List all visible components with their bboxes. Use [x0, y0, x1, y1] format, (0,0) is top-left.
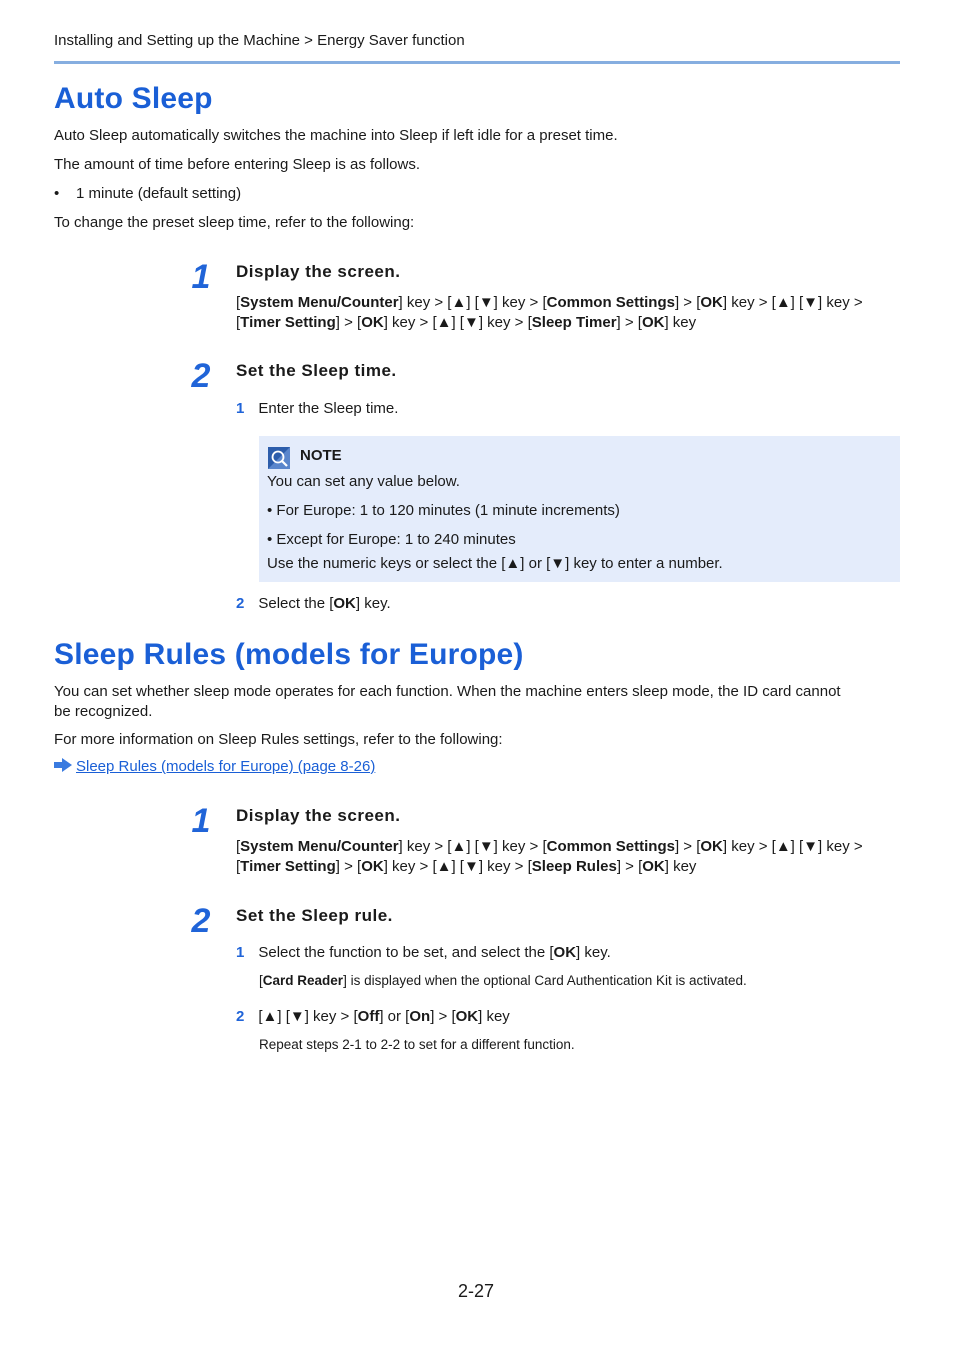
sub-step-number: 2 — [236, 1008, 245, 1025]
sub-step-number: 1 — [236, 400, 245, 417]
page-number: 2-27 — [458, 1281, 495, 1301]
note-bullet: • For Europe: 1 to 120 minutes (1 minute increments) — [267, 502, 620, 519]
step-number: 1 — [191, 258, 211, 296]
paragraph: You can set whether sleep mode operates for each function. When the machine enters sleep mode, the ID card cannot be recognized. — [54, 683, 841, 720]
sub-step-note: Repeat steps 2-1 to 2-2 to set for a different function. — [259, 1037, 575, 1052]
sub-step-number: 2 — [236, 595, 245, 612]
bullet-item — [54, 184, 241, 204]
step-number: 2 — [191, 902, 211, 940]
breadcrumb: Installing and Setting up the Machine > Energy Saver function — [54, 32, 465, 49]
step-title: Set the Sleep time. — [236, 361, 397, 380]
section-title-sleep-rules: Sleep Rules (models for Europe) — [54, 638, 524, 671]
paragraph: To change the preset sleep time, refer to the following: — [54, 214, 415, 231]
sub-step-note: [Card Reader] is displayed when the optional Card Authentication Kit is activated. — [259, 973, 747, 988]
key-path-line: [Timer Setting] > [OK] key > [▲] [▼] key > [Sleep Timer] > [OK] key — [236, 314, 697, 331]
paragraph: For more information on Sleep Rules settings, refer to the following: — [54, 731, 503, 748]
step-title: Set the Sleep rule. — [236, 906, 393, 925]
step-body — [236, 837, 900, 877]
key-path-line: [System Menu/Counter] key > [▲] [▼] key > [Common Settings] > [OK] key > [▲] [▼] key > — [236, 838, 863, 855]
note-text: You can set any value below. — [267, 473, 460, 490]
note-title: NOTE — [300, 447, 342, 464]
sub-step: 2 [▲] [▼] key > [Off] or [On] > [OK] key — [236, 1008, 510, 1025]
note-box — [259, 436, 900, 582]
section-title-auto-sleep: Auto Sleep — [54, 82, 213, 115]
header-divider — [54, 61, 900, 64]
step-number: 1 — [191, 802, 211, 840]
step-number: 2 — [191, 357, 211, 395]
sub-step — [236, 400, 398, 417]
cross-reference-link[interactable] — [54, 758, 375, 776]
link-text[interactable]: Sleep Rules (models for Europe) (page 8-26) — [76, 758, 376, 775]
note-text: Use the numeric keys or select the [▲] or [▼] key to enter a number. — [267, 555, 723, 572]
sub-step-number: 1 — [236, 944, 245, 961]
sub-step: 2 Select the [OK] key. — [236, 595, 391, 612]
key-path-line: [System Menu/Counter] key > [▲] [▼] key > [Common Settings] > [OK] key > [▲] [▼] key > — [236, 294, 863, 311]
step-title: Display the screen. — [236, 806, 401, 825]
bullet-text: 1 minute (default setting) — [76, 185, 242, 202]
paragraph: Auto Sleep automatically switches the machine into Sleep if left idle for a preset time. — [54, 127, 618, 144]
bullet-icon: • — [54, 185, 60, 202]
arrow-right-icon — [54, 758, 76, 776]
key-path-line: [Timer Setting] > [OK] key > [▲] [▼] key > [Sleep Rules] > [OK] key — [236, 858, 697, 875]
sub-step-text: Enter the Sleep time. — [258, 400, 399, 417]
sub-step: 1 Select the function to be set, and select the [OK] key. — [236, 944, 611, 961]
note-bullet: • Except for Europe: 1 to 240 minutes — [267, 531, 516, 548]
step-title: Display the screen. — [236, 262, 401, 281]
step-body — [236, 293, 900, 333]
paragraph: The amount of time before entering Sleep is as follows. — [54, 156, 421, 173]
note-magnifier-icon — [268, 447, 290, 469]
